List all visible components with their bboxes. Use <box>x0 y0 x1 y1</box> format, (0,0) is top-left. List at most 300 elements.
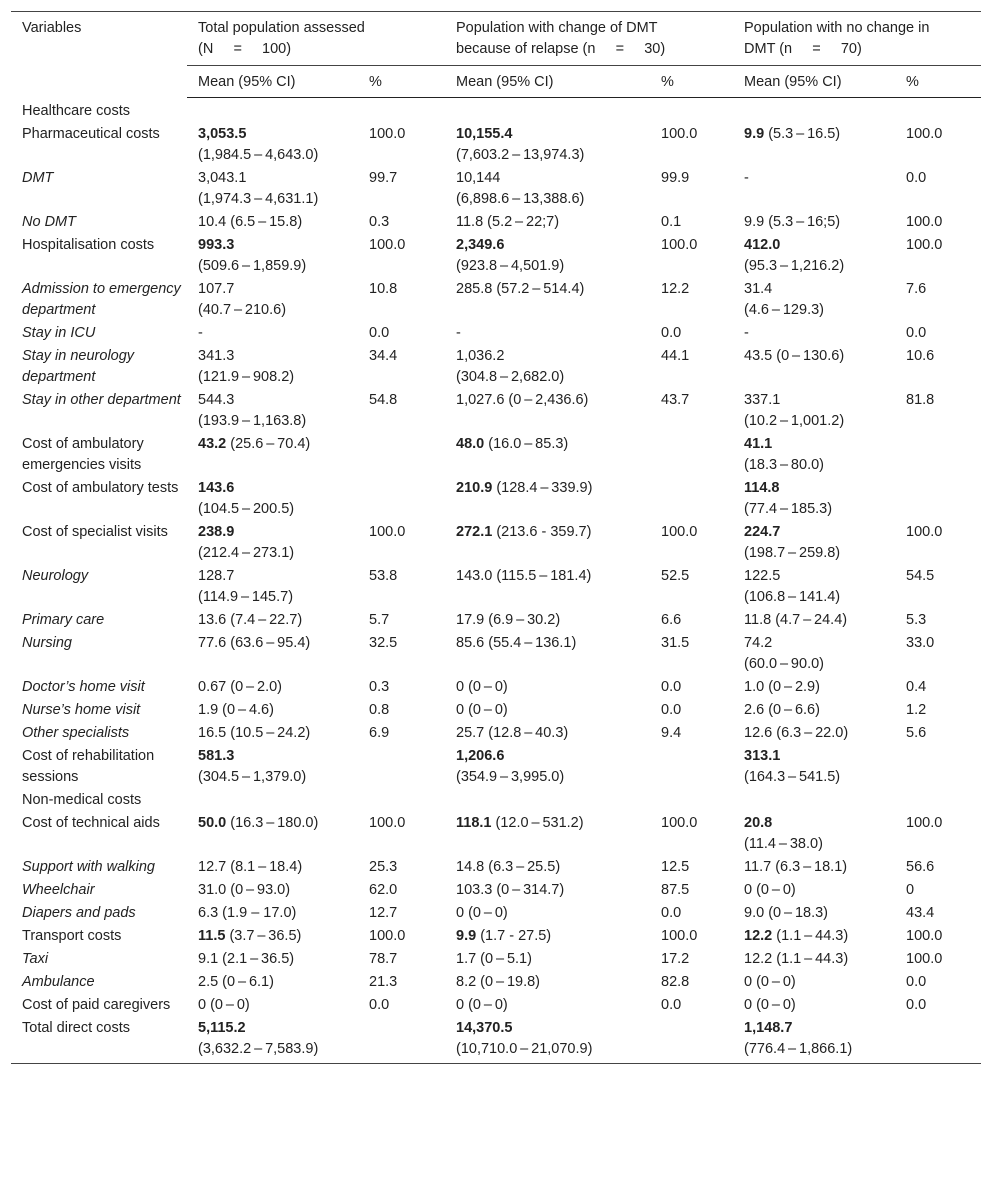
section-row <box>11 98 981 123</box>
percent-cell: 100.0 <box>906 213 943 230</box>
mean-ci-cell <box>187 856 358 879</box>
mean-ci-cell <box>733 925 895 948</box>
mean-ci-text: 9.9 (5.3 – 16;5) <box>744 213 841 230</box>
mean-value-bold: 20.8 <box>744 814 773 831</box>
percent-cell: 82.8 <box>661 973 690 990</box>
percent-cell: 0.0 <box>369 324 390 341</box>
percent-cell <box>650 433 733 477</box>
ci-range: (3.7 – 36.5) <box>229 927 302 944</box>
mean-ci-text: 17.9 (6.9 – 30.2) <box>456 611 561 628</box>
mean-value-bold: 9.9 <box>744 125 765 142</box>
mean-value-bold: 11.5 <box>198 927 226 944</box>
percent-cell: 5.3 <box>906 611 927 628</box>
mean-ci-cell <box>445 994 650 1017</box>
ci-range: (10,710.0 – 21,070.9) <box>456 1040 593 1057</box>
ci-range: (10.2 – 1,001.2) <box>744 412 845 429</box>
mean-ci-cell <box>445 902 650 925</box>
variable-label: Doctor’s home visit <box>22 678 145 695</box>
mean-ci-cell <box>445 745 650 789</box>
variable-label: Admission to emergency department <box>22 280 181 318</box>
mean-ci-cell <box>445 477 650 521</box>
variable-label: Other specialists <box>22 724 130 741</box>
mean-ci-cell <box>733 322 895 345</box>
variable-label: Diapers and pads <box>22 904 136 921</box>
mean-ci-text: 143.0 (115.5 – 181.4) <box>456 567 592 584</box>
percent-cell: 5.7 <box>369 611 390 628</box>
table-row <box>11 211 981 234</box>
mean-ci-cell <box>187 632 358 676</box>
variable-label: Cost of specialist visits <box>22 523 168 540</box>
variable-label: Transport costs <box>22 927 122 944</box>
table-row <box>11 745 981 789</box>
mean-ci-text: 0 (0 – 0) <box>456 996 508 1013</box>
header-pct-total: % <box>358 66 445 98</box>
variable-label: No DMT <box>22 213 76 230</box>
mean-ci-cell <box>733 98 895 123</box>
percent-cell <box>895 98 981 123</box>
ci-range: (213.6 - 359.7) <box>496 523 592 540</box>
mean-ci-text: 0 (0 – 0) <box>198 996 250 1013</box>
mean-ci-text: 0 (0 – 0) <box>456 678 508 695</box>
percent-cell: 32.5 <box>369 634 398 651</box>
ci-range: (304.5 – 1,379.0) <box>198 768 307 785</box>
mean-value-bold: 412.0 <box>744 236 781 253</box>
mean-ci-cell <box>445 521 650 565</box>
variable-label: Hospitalisation costs <box>22 236 155 253</box>
section-row <box>11 789 981 812</box>
table-row <box>11 676 981 699</box>
table-row <box>11 234 981 278</box>
header-pct-change: % <box>650 66 733 98</box>
percent-cell <box>358 745 445 789</box>
mean-ci-cell <box>187 609 358 632</box>
percent-cell: 7.6 <box>906 280 927 297</box>
mean-ci-cell <box>187 971 358 994</box>
ci-range: (12.0 – 531.2) <box>495 814 584 831</box>
percent-cell <box>358 433 445 477</box>
mean-ci-cell <box>445 676 650 699</box>
percent-cell: 52.5 <box>661 567 690 584</box>
mean-ci-text: 31.0 (0 – 93.0) <box>198 881 291 898</box>
mean-value-bold: 313.1 <box>744 747 781 764</box>
mean-value: 128.7 <box>198 567 235 584</box>
mean-value: 3,043.1 <box>198 169 247 186</box>
percent-cell: 81.8 <box>906 391 935 408</box>
mean-ci-cell <box>733 722 895 745</box>
percent-cell <box>895 477 981 521</box>
percent-cell: 54.5 <box>906 567 935 584</box>
mean-ci-cell <box>445 925 650 948</box>
table-row <box>11 345 981 389</box>
ci-range: (16.0 – 85.3) <box>488 435 569 452</box>
mean-value-bold: 41.1 <box>744 435 773 452</box>
mean-ci-cell <box>445 433 650 477</box>
mean-ci-cell <box>187 278 358 322</box>
ci-range: (354.9 – 3,995.0) <box>456 768 565 785</box>
mean-ci-cell <box>187 1017 358 1064</box>
mean-ci-cell <box>445 123 650 167</box>
mean-ci-cell <box>733 278 895 322</box>
mean-value-bold: 993.3 <box>198 236 235 253</box>
mean-ci-cell <box>733 521 895 565</box>
mean-value-bold: 114.8 <box>744 479 780 496</box>
section-label: Healthcare costs <box>22 102 130 119</box>
ci-range: (509.6 – 1,859.9) <box>198 257 307 274</box>
percent-cell <box>895 745 981 789</box>
header-no-change-dmt <box>733 12 981 66</box>
mean-ci-cell <box>733 856 895 879</box>
mean-ci-cell <box>187 789 358 812</box>
table-row <box>11 994 981 1017</box>
table-row <box>11 477 981 521</box>
percent-cell: 31.5 <box>661 634 690 651</box>
mean-ci-text: 1.7 (0 – 5.1) <box>456 950 532 967</box>
table-row <box>11 722 981 745</box>
mean-ci-text: 8.2 (0 – 19.8) <box>456 973 540 990</box>
ci-range: (77.4 – 185.3) <box>744 500 833 517</box>
percent-cell: 100.0 <box>661 125 698 142</box>
mean-ci-text: 12.2 (1.1 – 44.3) <box>744 950 849 967</box>
mean-ci-text: 14.8 (6.3 – 25.5) <box>456 858 561 875</box>
variable-label: Primary care <box>22 611 105 628</box>
mean-ci-cell <box>445 98 650 123</box>
mean-ci-cell <box>187 322 358 345</box>
percent-cell: 0.3 <box>369 213 390 230</box>
header-change-dmt <box>445 12 733 66</box>
mean-ci-cell <box>187 879 358 902</box>
variable-label: Cost of rehabilitation sessions <box>22 747 155 785</box>
mean-value-bold: 48.0 <box>456 435 485 452</box>
mean-ci-text: 16.5 (10.5 – 24.2) <box>198 724 311 741</box>
ci-range: (198.7 – 259.8) <box>744 544 841 561</box>
ci-range: (6,898.6 – 13,388.6) <box>456 190 585 207</box>
mean-ci-text: 2.6 (0 – 6.6) <box>744 701 820 718</box>
mean-ci-cell <box>733 389 895 433</box>
mean-ci-text: 103.3 (0 – 314.7) <box>456 881 565 898</box>
mean-ci-cell <box>733 345 895 389</box>
table-row <box>11 856 981 879</box>
mean-ci-cell <box>445 565 650 609</box>
percent-cell: 0.3 <box>369 678 390 695</box>
percent-cell: 100.0 <box>661 523 698 540</box>
mean-ci-cell <box>733 971 895 994</box>
ci-range: (25.6 – 70.4) <box>230 435 311 452</box>
table-row <box>11 609 981 632</box>
table-row <box>11 632 981 676</box>
percent-cell: 100.0 <box>906 523 943 540</box>
mean-ci-cell <box>445 722 650 745</box>
mean-ci-text: 6.3 (1.9 – 17.0) <box>198 904 297 921</box>
variable-label: Stay in neurology department <box>22 347 135 385</box>
mean-ci-cell <box>733 879 895 902</box>
percent-cell: 9.4 <box>661 724 682 741</box>
mean-ci-text: 9.1 (2.1 – 36.5) <box>198 950 295 967</box>
mean-ci-cell <box>445 609 650 632</box>
table-row <box>11 902 981 925</box>
mean-ci-cell <box>445 856 650 879</box>
mean-ci-cell <box>187 98 358 123</box>
table-row <box>11 167 981 211</box>
percent-cell <box>650 98 733 123</box>
cost-table <box>11 11 981 1064</box>
percent-cell <box>358 1017 445 1064</box>
variable-label: Total direct costs <box>11 1017 187 1064</box>
variable-label: Neurology <box>22 567 89 584</box>
variable-label: Stay in ICU <box>22 324 96 341</box>
percent-cell: 100.0 <box>661 814 698 831</box>
mean-value-bold: 143.6 <box>198 479 235 496</box>
percent-cell: 62.0 <box>369 881 398 898</box>
mean-ci-cell <box>733 123 895 167</box>
header-mean-nochange: Mean (95% CI) <box>733 66 895 98</box>
percent-cell: 56.6 <box>906 858 935 875</box>
ci-range: (4.6 – 129.3) <box>744 301 824 318</box>
mean-ci-cell <box>733 699 895 722</box>
mean-value: 1,036.2 <box>456 347 505 364</box>
table-row <box>11 948 981 971</box>
header-total-line2: (N = 100) <box>198 41 292 57</box>
mean-ci-text: 11.7 (6.3 – 18.1) <box>744 858 848 875</box>
percent-cell <box>650 745 733 789</box>
percent-cell: 0.1 <box>661 213 682 230</box>
percent-cell <box>650 789 733 812</box>
percent-cell: 87.5 <box>661 881 690 898</box>
mean-ci-cell <box>733 609 895 632</box>
percent-cell <box>358 477 445 521</box>
mean-ci-text: 0 (0 – 0) <box>456 904 508 921</box>
percent-cell: 10.8 <box>369 280 398 297</box>
mean-value: 74.2 <box>744 634 773 651</box>
mean-ci-cell <box>445 699 650 722</box>
mean-value-bold: 50.0 <box>198 814 227 831</box>
percent-cell: 0.0 <box>906 169 927 186</box>
variable-label: Wheelchair <box>22 881 95 898</box>
percent-cell: 0.0 <box>369 996 390 1013</box>
mean-ci-cell <box>187 925 358 948</box>
mean-ci-cell <box>187 234 358 278</box>
mean-value-bold: 238.9 <box>198 523 235 540</box>
header-mean-total: Mean (95% CI) <box>187 66 358 98</box>
mean-ci-cell <box>733 167 895 211</box>
table-row <box>11 699 981 722</box>
mean-value-bold: 9.9 <box>456 927 477 944</box>
variable-label: Cost of ambulatory tests <box>22 479 179 496</box>
variable-label: Pharmaceutical costs <box>22 125 160 142</box>
mean-ci-cell <box>187 389 358 433</box>
percent-cell: 78.7 <box>369 950 398 967</box>
percent-cell <box>650 1017 733 1064</box>
table-row <box>11 925 981 948</box>
mean-ci-cell <box>445 234 650 278</box>
mean-ci-cell <box>187 699 358 722</box>
mean-ci-cell <box>445 1017 650 1064</box>
percent-cell: 17.2 <box>661 950 690 967</box>
mean-ci-cell <box>733 745 895 789</box>
ci-range: (18.3 – 80.0) <box>744 456 824 473</box>
mean-ci-text: 0 (0 – 0) <box>744 881 796 898</box>
ci-range: (3,632.2 – 7,583.9) <box>198 1040 319 1057</box>
mean-ci-text: 10.4 (6.5 – 15.8) <box>198 213 303 230</box>
table-row <box>11 565 981 609</box>
percent-cell: 25.3 <box>369 858 398 875</box>
table-row <box>11 322 981 345</box>
percent-cell: 0.4 <box>906 678 927 695</box>
mean-ci-cell <box>187 948 358 971</box>
mean-value-bold: 581.3 <box>198 747 235 764</box>
ci-range: (776.4 – 1,866.1) <box>744 1040 853 1057</box>
percent-cell: 99.7 <box>369 169 398 186</box>
table-row <box>11 521 981 565</box>
mean-ci-cell <box>445 167 650 211</box>
mean-ci-text: - <box>744 324 749 341</box>
mean-value-bold: 224.7 <box>744 523 781 540</box>
mean-ci-cell <box>445 322 650 345</box>
percent-cell: 12.2 <box>661 280 690 297</box>
ci-range: (121.9 – 908.2) <box>198 368 295 385</box>
table-row <box>11 971 981 994</box>
header-nochange-line1: Population with no change in <box>744 20 930 36</box>
percent-cell: 100.0 <box>906 814 943 831</box>
mean-ci-cell <box>445 948 650 971</box>
mean-ci-cell <box>445 971 650 994</box>
percent-cell: 100.0 <box>369 236 406 253</box>
header-change-line1: Population with change of DMT <box>456 20 658 36</box>
percent-cell: 100.0 <box>906 236 943 253</box>
ci-range: (60.0 – 90.0) <box>744 655 824 672</box>
mean-ci-text: - <box>198 324 203 341</box>
mean-value: 31.4 <box>744 280 773 297</box>
table-row <box>11 879 981 902</box>
mean-ci-text: - <box>456 324 461 341</box>
mean-ci-cell <box>733 1017 895 1064</box>
mean-ci-cell <box>733 433 895 477</box>
mean-ci-text: 12.7 (8.1 – 18.4) <box>198 858 303 875</box>
percent-cell: 0.0 <box>906 973 927 990</box>
ci-range: (1.7 - 27.5) <box>480 927 552 944</box>
mean-ci-text: 0 (0 – 0) <box>744 996 796 1013</box>
mean-ci-cell <box>445 211 650 234</box>
header-total-line1: Total population assessed <box>198 20 365 36</box>
percent-cell: 0.0 <box>661 701 682 718</box>
percent-cell <box>358 98 445 123</box>
mean-ci-text: 85.6 (55.4 – 136.1) <box>456 634 577 651</box>
mean-ci-cell <box>187 745 358 789</box>
section-label: Non-medical costs <box>22 791 142 808</box>
mean-ci-cell <box>733 789 895 812</box>
ci-range: (40.7 – 210.6) <box>198 301 287 318</box>
table-row <box>11 278 981 322</box>
mean-ci-cell <box>445 789 650 812</box>
mean-ci-cell <box>445 345 650 389</box>
percent-cell: 43.7 <box>661 391 690 408</box>
mean-ci-cell <box>733 812 895 856</box>
percent-cell: 0.0 <box>906 324 927 341</box>
ci-range: (193.9 – 1,163.8) <box>198 412 307 429</box>
percent-cell: 0.0 <box>661 324 682 341</box>
percent-cell <box>895 1017 981 1064</box>
percent-cell: 1.2 <box>906 701 927 718</box>
mean-ci-cell <box>733 211 895 234</box>
mean-ci-text: 1,027.6 (0 – 2,436.6) <box>456 391 589 408</box>
mean-ci-cell <box>733 477 895 521</box>
variable-label: Stay in other department <box>22 391 181 408</box>
ci-range: (164.3 – 541.5) <box>744 768 841 785</box>
variable-label: Cost of paid caregivers <box>22 996 171 1013</box>
table-row <box>11 389 981 433</box>
percent-cell: 12.5 <box>661 858 690 875</box>
mean-ci-cell <box>733 565 895 609</box>
percent-cell: 0.0 <box>661 904 682 921</box>
mean-value-bold: 5,115.2 <box>198 1019 246 1036</box>
table-row <box>11 1017 981 1064</box>
ci-range: (106.8 – 141.4) <box>744 588 841 605</box>
mean-value-bold: 14,370.5 <box>456 1019 513 1036</box>
mean-ci-cell <box>187 565 358 609</box>
mean-ci-text: - <box>744 169 749 186</box>
mean-ci-text: 2.5 (0 – 6.1) <box>198 973 274 990</box>
mean-value-bold: 10,155.4 <box>456 125 513 142</box>
percent-cell: 100.0 <box>906 950 943 967</box>
cost-table-container <box>11 11 981 1064</box>
table-body <box>11 98 981 1064</box>
percent-cell: 53.8 <box>369 567 398 584</box>
percent-cell: 5.6 <box>906 724 927 741</box>
variable-label: Nursing <box>22 634 72 651</box>
percent-cell: 100.0 <box>661 927 698 944</box>
ci-range: (1,974.3 – 4,631.1) <box>198 190 319 207</box>
ci-range: (1,984.5 – 4,643.0) <box>198 146 319 163</box>
percent-cell: 100.0 <box>369 523 406 540</box>
mean-ci-text: 9.0 (0 – 18.3) <box>744 904 829 921</box>
mean-value: 122.5 <box>744 567 781 584</box>
mean-ci-cell <box>187 812 358 856</box>
header-row-groups <box>11 12 981 66</box>
header-change-line2: because of relapse (n = 30) <box>456 41 666 57</box>
percent-cell: 6.9 <box>369 724 390 741</box>
mean-value-bold: 3,053.5 <box>198 125 247 142</box>
percent-cell: 100.0 <box>369 814 406 831</box>
mean-ci-text: 43.5 (0 – 130.6) <box>744 347 845 364</box>
percent-cell: 0.8 <box>369 701 390 718</box>
mean-ci-cell <box>187 676 358 699</box>
mean-ci-cell <box>733 676 895 699</box>
percent-cell <box>895 433 981 477</box>
percent-cell: 12.7 <box>369 904 398 921</box>
mean-ci-cell <box>445 278 650 322</box>
mean-ci-text: 12.6 (6.3 – 22.0) <box>744 724 849 741</box>
mean-ci-cell <box>187 123 358 167</box>
percent-cell: 43.4 <box>906 904 935 921</box>
percent-cell: 100.0 <box>369 927 406 944</box>
variable-label: Support with walking <box>22 858 155 875</box>
percent-cell: 100.0 <box>369 125 406 142</box>
mean-ci-text: 0 (0 – 0) <box>456 701 508 718</box>
mean-value: 337.1 <box>744 391 781 408</box>
mean-ci-cell <box>733 632 895 676</box>
header-mean-change: Mean (95% CI) <box>445 66 650 98</box>
header-variables: Variables <box>11 12 187 98</box>
table-row <box>11 433 981 477</box>
ci-range: (5.3 – 16.5) <box>768 125 841 142</box>
variable-label: DMT <box>22 169 54 186</box>
mean-ci-cell <box>733 994 895 1017</box>
variable-label: Cost of ambulatory emergencies visits <box>22 435 144 473</box>
mean-ci-cell <box>187 433 358 477</box>
ci-range: (1.1 – 44.3) <box>776 927 849 944</box>
mean-value-bold: 43.2 <box>198 435 227 452</box>
mean-value-bold: 272.1 <box>456 523 493 540</box>
variable-label: Nurse’s home visit <box>22 701 141 718</box>
